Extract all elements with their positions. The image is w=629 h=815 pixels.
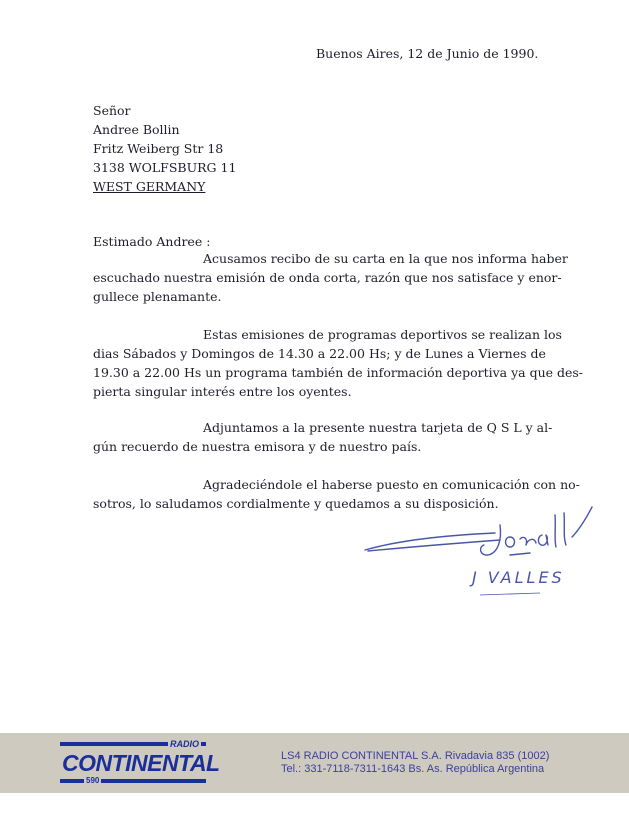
footer-address: LS4 RADIO CONTINENTAL S.A. Rivadavia 835 (1002): [281, 750, 550, 762]
body-paragraph-1: [93, 249, 568, 306]
recipient-city: 3138 WOLFSBURG 11: [93, 160, 237, 175]
recipient-street: Fritz Weiberg Str 18: [93, 141, 224, 156]
paragraph-line: escuchado nuestra emisión de onda corta, razón que nos satisface y enor-: [93, 270, 562, 285]
recipient-title: Señor: [93, 103, 131, 118]
paragraph-line: dias Sábados y Domingos de 14.30 a 22.00 Hs; y de Lunes a Viernes de: [93, 346, 546, 361]
paragraph-line: Estas emisiones de programas deportivos se realizan los: [203, 327, 562, 342]
recipient-country: WEST GERMANY: [93, 179, 206, 194]
footer-phone: Tel.: 331-7118-7311-1643 Bs. As. República Argentina: [281, 763, 545, 775]
recipient-name: Andree Bollin: [93, 122, 180, 137]
handwritten-signature: [360, 495, 600, 605]
signature-name: J VALLES: [472, 568, 565, 587]
paragraph-line: 19.30 a 22.00 Hs un programa también de información deportiva ya que des-: [93, 365, 584, 380]
paragraph-line: gullece plenamante.: [93, 289, 222, 304]
radio-continental-logo: [60, 739, 220, 785]
logo-frequency: 590: [86, 776, 100, 785]
paragraph-line: gún recuerdo de nuestra emisora y de nuestro país.: [93, 439, 422, 454]
body-paragraph-2: [93, 325, 584, 401]
logo-radio-label: RADIO: [170, 739, 199, 749]
paragraph-line: sotros, lo saludamos cordialmente y quedamos a su disposición.: [93, 496, 499, 511]
recipient-address: [93, 101, 236, 196]
letterhead-footer: [0, 733, 629, 793]
logo-station-name: CONTINENTAL: [62, 750, 220, 776]
body-paragraph-3: [93, 418, 553, 456]
paragraph-line: pierta singular interés entre los oyentes.: [93, 384, 352, 399]
paragraph-line: Acusamos recibo de su carta en la que nos informa haber: [203, 251, 568, 266]
paragraph-line: Agradeciéndole el haberse puesto en comunicación con no-: [203, 477, 580, 492]
paragraph-line: Adjuntamos a la presente nuestra tarjeta de Q S L y al-: [203, 420, 553, 435]
letter-date: Buenos Aires, 12 de Junio de 1990.: [316, 46, 539, 61]
salutation: Estimado Andree :: [93, 234, 211, 249]
